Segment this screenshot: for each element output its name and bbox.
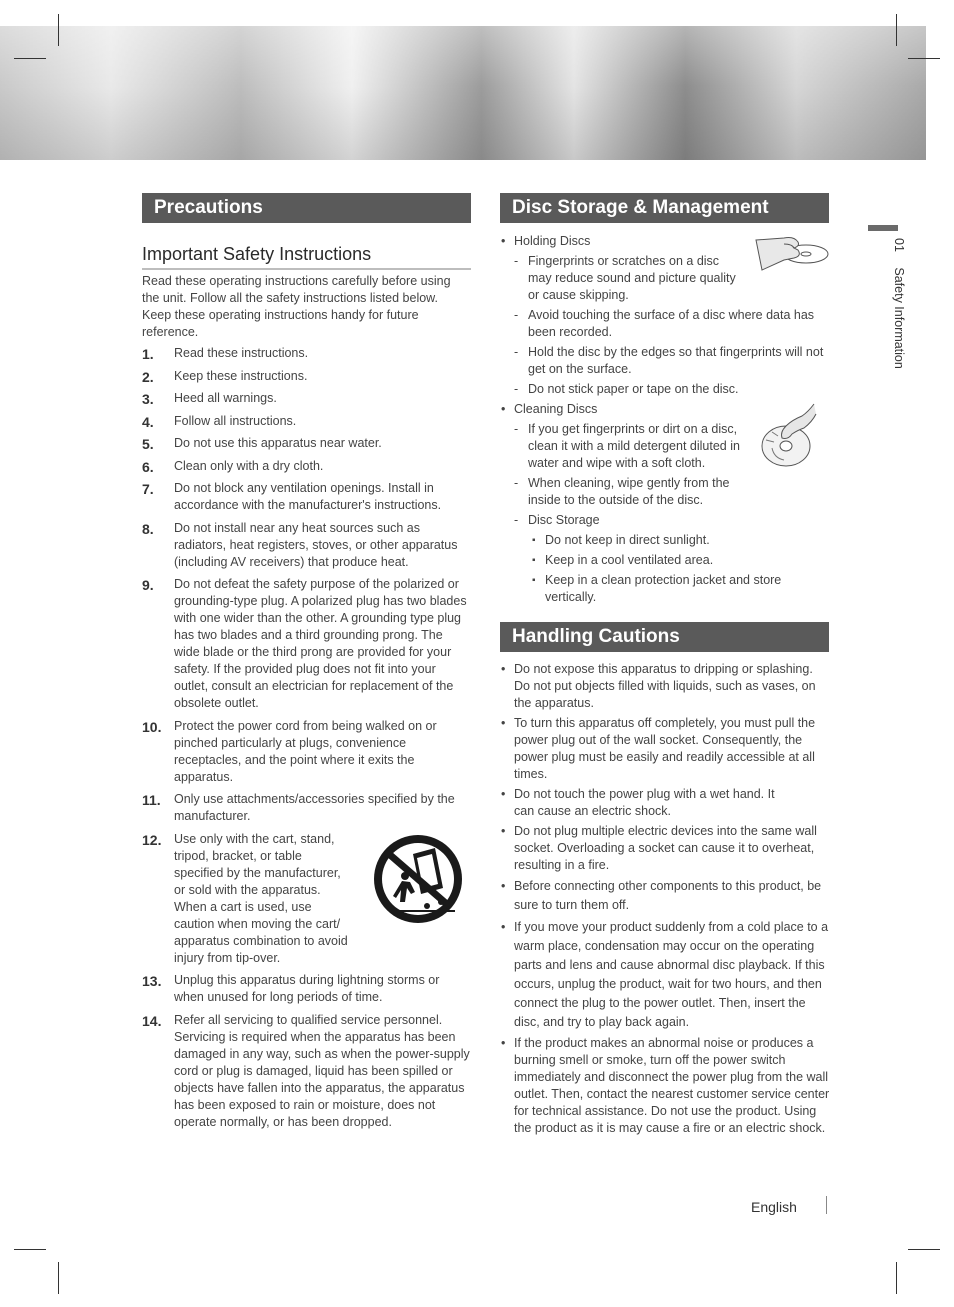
list-item: - Fingerprints or scratches on a disc may reduce sound and picture quality or cause skipping. [500,253,828,304]
chapter-label [892,238,906,369]
list-item: • Do not touch the power plug with a wet hand. It can cause an electric shock. [500,786,830,820]
item-number: 9. [142,577,154,593]
item-text: Read these instructions. [174,346,309,360]
item-text: Refer all servicing to qualified service personnel. Servicing is required when the apparatus has been damaged in any way, such as when the power-supply cord or plug is damaged, liquid has been spilled or objects have fallen into the apparatus, the apparatus has been exposed to rain or moisture, does not operate normally, or has been dropped. [174,1012,470,1129]
list-item [142,413,470,430]
list-item [142,520,470,571]
intro-paragraph: Read these operating instructions carefully before using the unit. Follow all the safety instructions listed below. Keep these operating instructions handy for future reference. [142,274,451,339]
item-text: Unplug this apparatus during lightning storms or when unused for long periods of time. [174,973,440,1004]
item-text: Use only with the cart, stand, tripod, bracket, or table specified by the manufacturer, or sold with the apparatus. When a cart is used, use caution when moving the cart/ apparatus combination to avoid injury from tip-over. [174,831,348,965]
list-item: • Do not plug multiple electric devices into the same wall socket. Overloading a socket can cause it to overheat, resulting in a fire. [500,823,830,874]
header-banner [0,26,926,160]
list-item [142,972,470,1006]
chapter-title: Safety Information [892,267,906,369]
list-item [142,435,470,452]
list-item: - When cleaning, wipe gently from the inside to the outside of the disc. [500,475,828,509]
item-text: Do not block any ventilation openings. Install in accordance with the manufacturer's instructions. [174,481,442,512]
chapter-number: 01 [892,238,906,252]
item-text: Heed all warnings. [174,391,277,405]
item-number: 10. [142,718,162,735]
disc-storage-header: Disc Storage & Management [500,193,829,223]
chapter-tab-marker [868,225,898,231]
hand-holding-disc-icon [754,234,830,274]
list-item [142,791,470,825]
crop-mark [58,14,59,46]
crop-mark [58,1262,59,1294]
list-item: - Hold the disc by the edges so that fingerprints will not get on the surface. [500,344,828,378]
list-item: - Disc Storage [500,512,828,529]
list-item [142,390,470,407]
subheading-divider [142,268,471,270]
item-text: Follow all instructions. [174,413,297,428]
crop-mark [896,14,897,46]
list-item: ▪ Do not keep in direct sunlight. [500,532,828,549]
item-number: 14. [142,1012,162,1029]
list-item: - Do not stick paper or tape on the disc. [500,381,828,398]
footer-divider [826,1196,827,1214]
list-item [142,1012,470,1131]
list-item [142,368,470,385]
list-item: - If you get fingerprints or dirt on a disc, clean it with a mild detergent diluted in water and wipe with a soft cloth. [500,421,828,472]
item-number: 11. [142,792,161,808]
item-number: 5. [142,436,154,452]
list-item: - Avoid touching the surface of a disc where data has been recorded. [500,307,828,341]
item-number: 3. [142,391,154,407]
list-item: ▪ Keep in a cool ventilated area. [500,552,828,569]
list-item: • To turn this apparatus off completely, you must pull the power plug out of the wall socket. Consequently, the power plug must be easily and readily accessible at all times. [500,715,830,783]
item-number: 7. [142,481,154,497]
item-number: 6. [142,458,154,475]
list-item [142,458,470,475]
item-number: 2. [142,368,154,385]
list-item [142,345,470,362]
safety-subheading: Important Safety Instructions [142,244,372,264]
list-item: ▪ Keep in a clean protection jacket and store vertically. [500,572,828,606]
list-item [142,718,470,786]
crop-mark [14,1249,46,1250]
item-text: Keep these instructions. [174,368,308,383]
handling-cautions-list [500,661,830,1140]
item-number: 12. [142,831,162,848]
crop-mark [14,58,46,59]
page-language: English [751,1199,797,1215]
crop-mark [896,1262,897,1294]
list-item: • If you move your product suddenly from a cold place to a warm place, condensation may occur on the operating parts and lens and cause abnormal disc playback. If this occurs, unplug the product, wait for two hours, and then connect the plug to the power outlet. Then, insert the disc, and try to play back again. [500,918,830,1032]
list-item [142,576,470,712]
item-text: Do not install near any heat sources such as radiators, heat registers, stoves, or other apparatus (including AV receivers) that produce heat. [174,520,458,569]
safety-instruction-list [142,345,470,1136]
item-text: Do not defeat the safety purpose of the polarized or grounding-type plug. A polarized plug has two blades with one wider than the other. A grounding type plug has two blades and a third grounding prong. The wide blade or the third prong are provided for your safety. If the provided plug does not fit into your outlet, consult an electrician for replacement of the obsolete outlet. [174,577,467,710]
item-number: 13. [142,973,162,989]
item-text: Only use attachments/accessories specified by the manufacturer. [174,792,455,823]
list-item [142,480,470,514]
list-item: • If the product makes an abnormal noise or produces a burning smell or smoke, turn off the power switch immediately and disconnect the power plug from the wall outlet. Then, contact the nearest customer service center for technical assistance. Do not use the product. Using the product as it is may cause a fire or an electric shock. [500,1035,830,1137]
list-item: • Cleaning Discs [500,401,828,418]
list-item: • Do not expose this apparatus to dripping or splashing. Do not put objects filled with liquids, such as vases, on the apparatus. [500,661,830,712]
cart-tip-over-warning-icon [369,832,469,928]
crop-mark [908,1249,940,1250]
list-item: • Before connecting other components to this product, be sure to turn them off. [500,877,830,915]
disc-cleaning-icon [758,402,820,470]
list-item: • Holding Discs [500,233,828,250]
item-text: Do not use this apparatus near water. [174,436,382,450]
item-text: Protect the power cord from being walked on or pinched particularly at plugs, convenience receptacles, and the point where it exits the apparatus. [174,718,437,784]
crop-mark [908,58,940,59]
item-number: 4. [142,413,154,430]
precautions-header: Precautions [142,193,471,223]
item-text: Clean only with a dry cloth. [174,458,324,473]
item-number: 8. [142,520,154,537]
item-number: 1. [142,346,154,362]
handling-cautions-header: Handling Cautions [500,622,829,652]
